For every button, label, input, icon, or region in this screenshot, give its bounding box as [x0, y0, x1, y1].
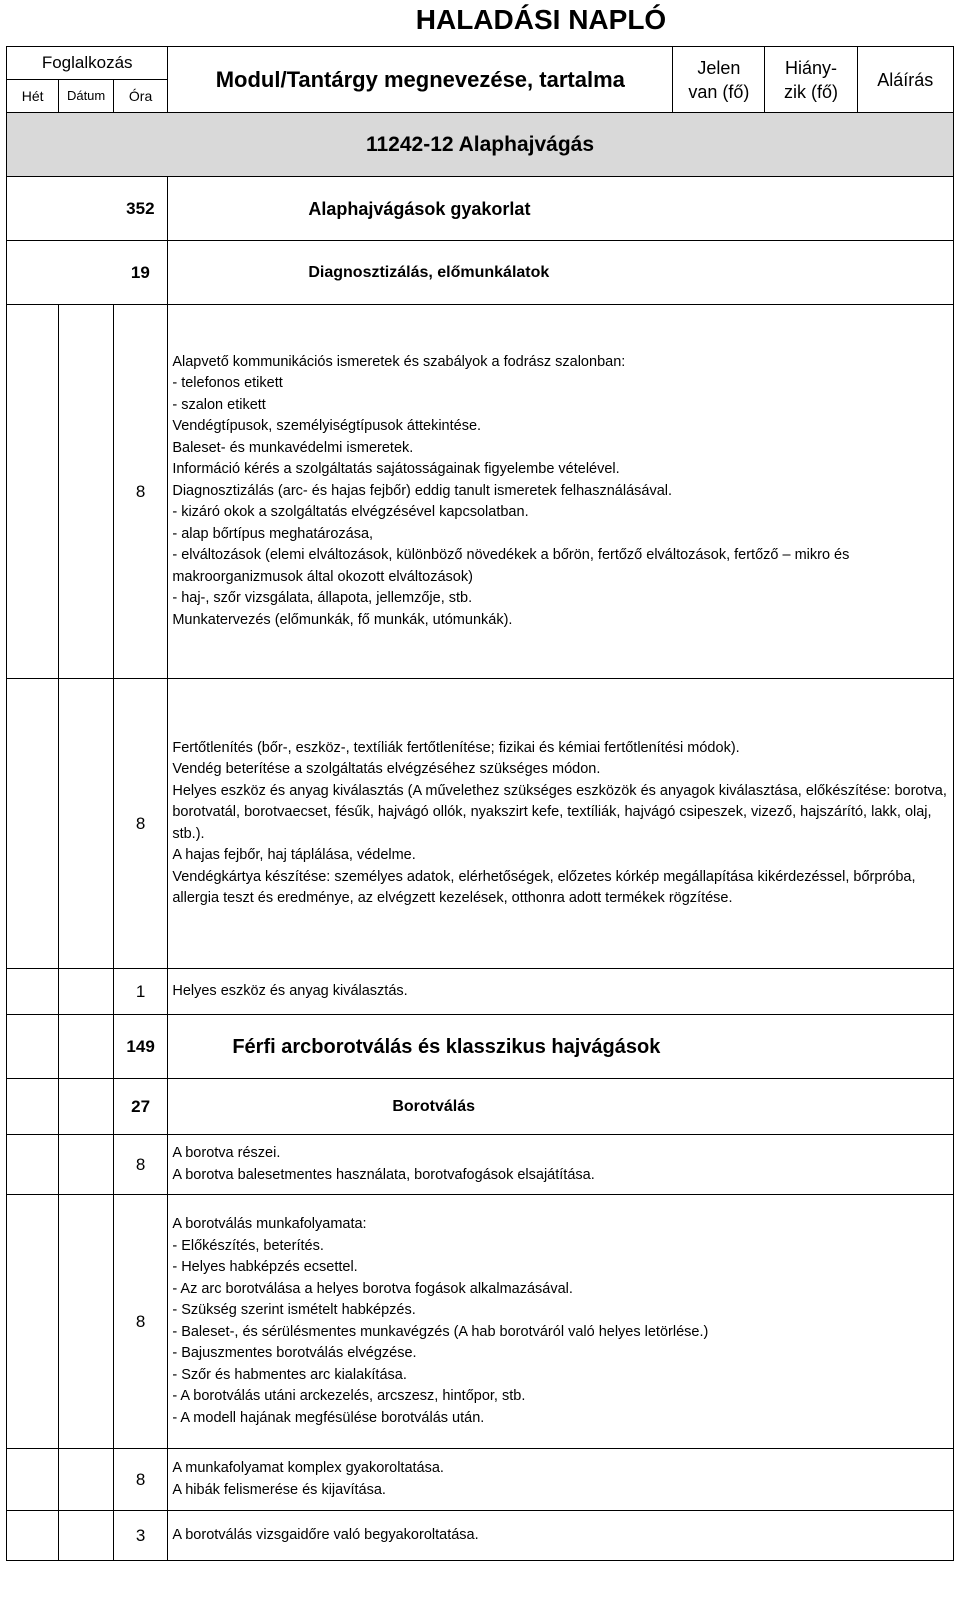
- topic1-title: Diagnosztizálás, előmunkálatok: [168, 241, 954, 305]
- topic1-hours: 19: [113, 241, 168, 305]
- row-hours: 8: [113, 1449, 168, 1511]
- row-hours: 8: [113, 305, 168, 679]
- row-hours: 8: [113, 1135, 168, 1195]
- header-foglalkozas: Foglalkozás: [7, 47, 168, 80]
- header-het: Hét: [7, 80, 59, 113]
- topic2-title: Borotválás: [168, 1079, 954, 1135]
- subject1-hours: 352: [113, 177, 168, 241]
- header-hianyzik: Hiány- zik (fő): [765, 47, 857, 113]
- row-content: A munkafolyamat komplex gyakoroltatása. A hibák felismerése és kijavítása.: [168, 1449, 954, 1511]
- subject1-title: Alaphajvágások gyakorlat: [168, 177, 954, 241]
- header-ora: Óra: [113, 80, 168, 113]
- row-content: A borotválás vizsgaidőre való begyakoroltatása.: [168, 1511, 954, 1561]
- header-alairas: Aláírás: [857, 47, 953, 113]
- subject2-hours: 149: [113, 1015, 168, 1079]
- header-jelen: Jelen van (fő): [673, 47, 765, 113]
- row-hours: 8: [113, 679, 168, 969]
- row-content: Helyes eszköz és anyag kiválasztás.: [168, 969, 954, 1015]
- row-content: Alapvető kommunikációs ismeretek és szabályok a fodrász szalonban: - telefonos etikett - szalon etikett Vendégtípusok, személyiségtípusok áttekintése. Baleset- és munkavédelmi ismeretek. Információ kérés a szolgáltatás sajátosságainak figyelembe vételével. Diagnosztizálás (arc- és hajas fejbőr) eddig tanult ismeretek felhasználásával. - kizáró okok a szolgáltatás elvégzésével kapcsolatban. - alap bőrtípus meghatározása, - elváltozások (elemi elváltozások, különböző növedékek a bőrön, fertőző elváltozások, fertőző – mikro és makroorganizmusok által okozott elváltozások) - haj-, szőr vizsgálata, állapota, jellemzője, stb. Munkatervezés (előmunkák, fő munkák, utómunkák).: [168, 305, 954, 679]
- header-datum: Dátum: [59, 80, 113, 113]
- row-hours: 8: [113, 1195, 168, 1449]
- page-title: HALADÁSI NAPLÓ: [415, 4, 667, 35]
- row-hours: 1: [113, 969, 168, 1015]
- row-hours: 3: [113, 1511, 168, 1561]
- topic2-hours: 27: [113, 1079, 168, 1135]
- row-content: A borotva részei. A borotva balesetmentes használata, borotvafogások elsajátítása.: [168, 1135, 954, 1195]
- row-content: Fertőtlenítés (bőr-, eszköz-, textíliák fertőtlenítése; fizikai és kémiai fertőtlenítési módok). Vendég beterítése a szolgáltatás elvégzéséhez szükséges módon. Helyes eszköz és anyag kiválasztás (A művelethez szükséges eszközök és anyagok kiválasztása, előkészítése: borotva, borotvatál, borotvaecset, fésűk, hajvágó ollók, nyakszirt kefe, textíliák, hajvágó csipeszek, vizező, hajszárító, lakk, olaj, stb.). A hajas fejbőr, haj táplálása, védelme. Vendégkártya készítése: személyes adatok, elérhetőségek, előzetes kórkép megállapítása kikérdezéssel, bőrpróba, allergia teszt és eredménye, az elvégzett kezelések, otthonra adott termékek rögzítése.: [168, 679, 954, 969]
- row-content: A borotválás munkafolyamata: - Előkészítés, beterítés. - Helyes habképzés ecsettel. - Az arc borotválása a helyes borotva fogások alkalmazásával. - Szükség szerint ismételt habképzés. - Baleset-, és sérülésmentes munkavégzés (A hab borotváról való helyes letörlése.) - Bajuszmentes borotválás elvégzése. - Szőr és habmentes arc kialakítása. - A borotválás utáni arckezelés, arcszesz, hintőpor, stb. - A modell hajának megfésülése borotválás után.: [168, 1195, 954, 1449]
- progress-log-table: [6, 46, 954, 1561]
- header-modul: Modul/Tantárgy megnevezése, tartalma: [168, 47, 673, 113]
- subject2-title: Férfi arcborotválás és klasszikus hajvágások: [168, 1015, 954, 1079]
- module-title: 11242-12 Alaphajvágás: [7, 113, 954, 177]
